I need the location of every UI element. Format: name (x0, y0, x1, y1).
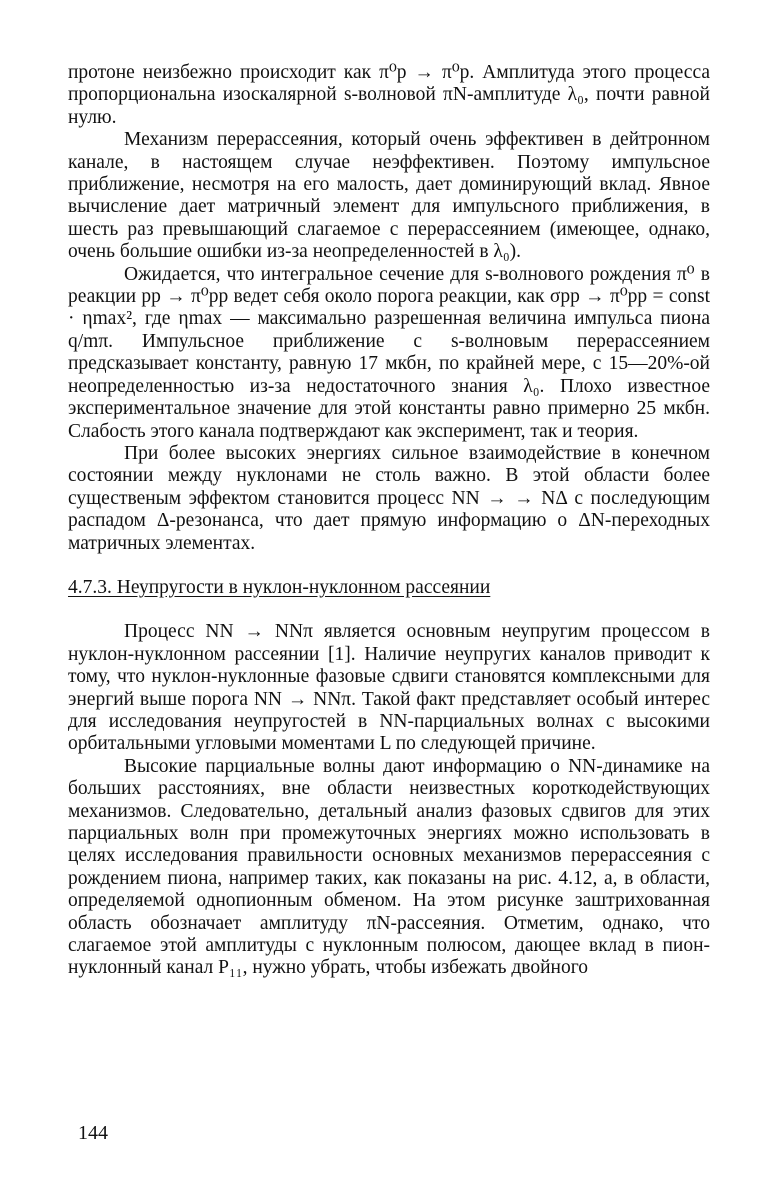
paragraph-rescattering: Механизм перерассеяния, который очень эффективен в дейтронном канале, в настоящем случае неэффективен. Поэтому импульсное приближение, несмотря на его малость, дает доминирующий вклад. Явное вычисление дает матричный элемент для импульсного приближения, в шесть раз превышающий слагаемое с перерассеянием (имеющее, однако, очень большие ошибки из-за неопределенностей в λ₀). (68, 129, 710, 263)
paragraph-inelastic-process: Процесс NN → NNπ является основным неупругим процессом в нуклон-нуклонном рассеянии [1]. Наличие неупругих каналов приводит к тому, что нуклон-нуклонные фазовые сдвиги становятся комплексными для энергий выше порога NN → NNπ. Такой факт представляет особый интерес для исследования неупругостей в NN-парциальных волнах с высокими орбитальными угловыми моментами L по следующей причине. (68, 621, 710, 755)
paragraph-cross-section: Ожидается, что интегральное сечение для s-волнового рождения π⁰ в реакции pp → π⁰pp ведет себя около порога реакции, как σpp → π⁰pp = const · ηmax², где ηmax — максимально разрешенная величина импульса пиона q/mπ. Импульсное приближение с s-волновым перерассеянием предсказывает константу, равную 17 мкбн, по крайней мере, с 15—20%-ой неопределенностью из-за недостаточного знания λ₀. Плохо известное экспериментальное значение для этой константы равно примерно 25 мкбн. Слабость этого канала подтверждают как эксперимент, так и теория. (68, 263, 710, 442)
page-body (68, 62, 710, 980)
section-heading: 4.7.3. Неупругости в нуклон-нуклонном рассеянии (68, 576, 491, 598)
paragraph-high-energy: При более высоких энергиях сильное взаимодействие в конечном состоянии между нуклонами не столь важно. В этой области более существеным эффектом становится процесс NN → → NΔ с последующим распадом Δ-резонанса, что дает прямую информацию о ΔN-переходных матричных элементах. (68, 442, 710, 554)
paragraph-partial-waves: Высокие парциальные волны дают информацию о NN-динамике на больших расстояниях, вне области неизвестных короткодействующих механизмов. Следовательно, детальный анализ фазовых сдвигов для этих парциальных волн при промежуточных энергиях можно использовать в целях исследования правильности основных механизмов перерассеяния с рождением пиона, например таких, как показаны на рис. 4.12, а, в области, определяемой однопионным обменом. На этом рисунке заштрихованная область обозначает амплитуду πN-рассеяния. Отметим, однако, что слагаемое этой амплитуды с нуклонным полюсом, дающее вклад в пион-нуклонный канал P₁₁, нужно убрать, чтобы избежать двойного (68, 755, 710, 979)
page-number: 144 (78, 1122, 108, 1144)
paragraph-continuation: протоне неизбежно происходит как π⁰p → π⁰p. Амплитуда этого процесса пропорциональна изоскалярной s-волновой πN-амплитуде λ₀, почти равной нулю. (68, 62, 710, 128)
